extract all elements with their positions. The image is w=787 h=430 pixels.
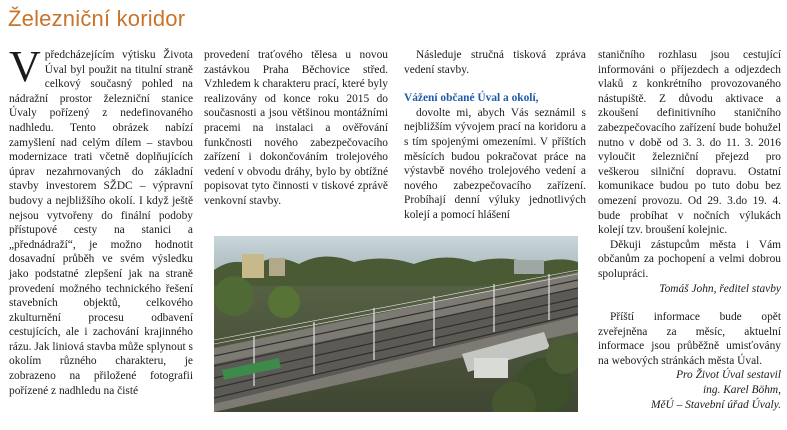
press-release-continuation: staničního rozhlasu jsou cestující informováni o příjezdech a odjezdech vlaků z konkrétního provozovaného nástupiště. Z důvodu aktivace a zkoušení definitivního staničního zabezpečovacího zařízení bude bohužel nutno v době od 3. 3. do 11. 3. 2016 vyloučit železniční přejezd pro veškerou silniční dopravu. Ostatní komunikace budou po tuto dobu bez omezení provozu. Od 29. 3.do 19. 4. bude probíhat v nočních výlukách kolejí tzv. broušení kolejnic.	[598, 49, 781, 237]
signature: Tomáš John, ředitel stavby	[659, 282, 781, 295]
column-2-text: provedení traťového tělesa u novou zastávkou Praha Běchovice střed. Vzhledem k charakteru prací, které byly realizovány od konce roku 2015 do současnosti a jsou většinou montážními pracemi na instalaci a ověřování funkčnosti nového zabezpečovacího zařízení i dokončováním trolejového vedení v obvodu dráhy, bylo by obtížné popisovat tyto činnosti v tiskové zprávě venkovní stavby.	[204, 49, 388, 207]
credit-line-1: Pro Život Úval sestavil	[676, 369, 781, 382]
press-release-intro: Následuje stručná tisková zpráva vedení stavby.	[404, 49, 586, 76]
press-release-body: dovolte mi, abych Vás seznámil s nejbližším vývojem prací na koridoru a s tím spojenými omezeními. V příštích měsících budou pokračovat práce na výstavbě nového trolejového vedení a nového zabezpečovacího zařízení. Probíhají denní výluky jednotlivých kolejí a pomocí hlášení	[404, 106, 586, 221]
railway-photo-illustration	[214, 236, 578, 412]
article-column-4	[598, 48, 781, 412]
article-column-2	[204, 48, 388, 209]
article-column-3	[404, 48, 586, 223]
article-column-1	[9, 42, 193, 398]
article-title: Železniční koridor	[8, 6, 186, 31]
credit-line-2: ing. Karel Böhm,	[702, 384, 781, 397]
next-info-text: Příští informace bude opět zveřejněna za měsíc, aktuelní informace jsou průběžně umisťovány na webových stránkách města Úval.	[598, 311, 781, 367]
column-1-text: předcházejícím výtisku Života Úval byl použit na titulní straně celkový současný pohled na nádražní prostor železniční stanice Úvaly pořízený z nedefinovaného nadhledu. Tento obrázek nabízí zamyšlení nad celým dílem – stavbou modernizace trati včetně doplňujících úprav nezahrnovaných do základní stavby investorem SŽDC – výpravní budovy a nejbližšího okolí. I když ještě nejsou vytvořeny do finální podoby přístupové cesty na stanici a „přednádraží“, je možno hodnotit dosavadní průběh ve svém výsledku jako podstatné zlepšení jak na straně provedení možného technického řešení stavebních objektů, celkového zkulturnění procesu odbavení cestujících, ale i zachování krajinného rázu. Jak liniová stavba může splynout s okolím různého charakteru, je zobrazeno na přiložené fotografii pořízené z nadhledu na čisté	[9, 49, 193, 397]
drop-cap: V	[9, 42, 41, 91]
thanks-text: Děkuji zástupcům města i Vám občanům za pochopení a velmi dobrou spolupráci.	[598, 238, 781, 280]
railway-aerial-photo	[214, 236, 578, 412]
credit-line-3: MěÚ – Stavební úřad Úvaly.	[650, 398, 781, 411]
press-release-heading: Vážení občané Úval a okolí,	[404, 92, 539, 105]
